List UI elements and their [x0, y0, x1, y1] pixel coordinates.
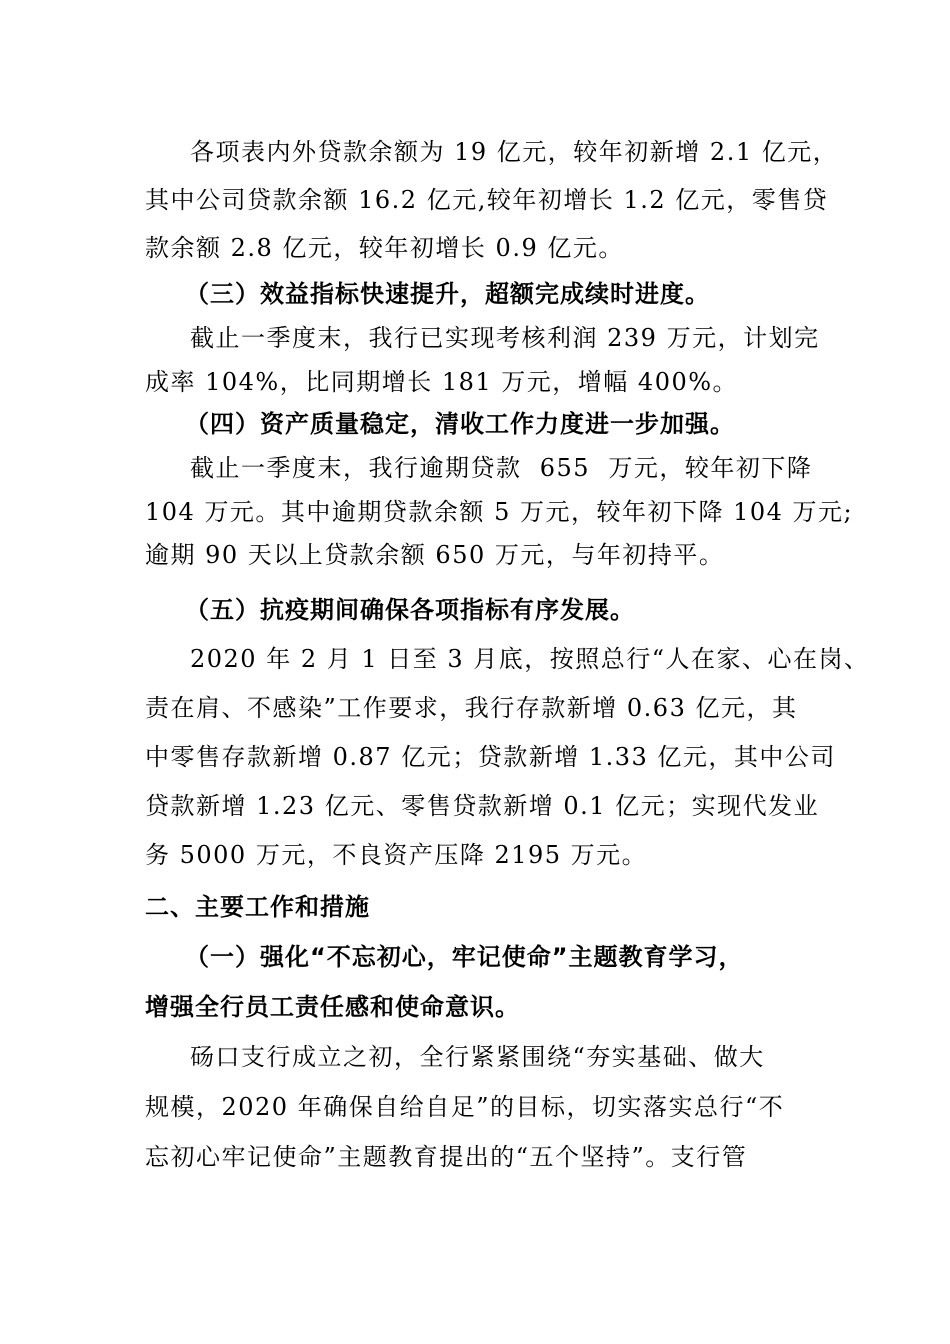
paragraph-line: 其中公司贷款余额 16.2 亿元,较年初增长 1.2 亿元，零售贷: [145, 186, 829, 214]
paragraph-line: 砀口支行成立之初，全行紧紧围绕“夯实基础、做大: [190, 1043, 765, 1071]
section-heading: （四）资产质量稳定，清收工作力度进一步加强。: [185, 410, 735, 438]
section-heading: （一）强化“不忘初心，牢记使命”主题教育学习，: [185, 943, 744, 971]
paragraph-line: 务 5000 万元，不良资产压降 2195 万元。: [145, 841, 648, 869]
paragraph-line: 忘初心牢记使命”主题教育提出的“五个坚持”。支行管: [145, 1143, 748, 1171]
paragraph-line: 款余额 2.8 亿元，较年初增长 0.9 亿元。: [145, 234, 624, 262]
paragraph-line: 逾期 90 天以上贷款余额 650 万元，与年初持平。: [145, 541, 725, 569]
section-heading: （五）抗疫期间确保各项指标有序发展。: [185, 596, 635, 624]
paragraph-line: 贷款新增 1.23 亿元、零售贷款新增 0.1 亿元；实现代发业: [145, 792, 820, 820]
paragraph-line: 责在肩、不感染”工作要求，我行存款新增 0.63 亿元，其: [145, 694, 798, 722]
paragraph-line: 2020 年 2 月 1 日至 3 月底，按照总行“人在家、心在岗、: [190, 645, 870, 673]
paragraph-line: 成率 104%，比同期增长 181 万元，增幅 400%。: [145, 368, 739, 396]
paragraph-line: 104 万元。其中逾期贷款余额 5 万元，较年初下降 104 万元;: [145, 498, 854, 526]
paragraph-line: 截止一季度末，我行已实现考核利润 239 万元，计划完: [190, 324, 820, 352]
paragraph-line: 截止一季度末，我行逾期贷款 655 万元，较年初下降: [190, 454, 813, 482]
paragraph-line: 各项表内外贷款余额为 19 亿元，较年初新增 2.1 亿元，: [190, 138, 839, 166]
section-title: 二、主要工作和措施: [145, 893, 370, 921]
section-heading: （三）效益指标快速提升，超额完成续时进度。: [185, 280, 710, 308]
paragraph-line: 规模，2020 年确保自给自足”的目标，切实落实总行“不: [145, 1093, 785, 1121]
paragraph-line: 中零售存款新增 0.87 亿元；贷款新增 1.33 亿元，其中公司: [145, 743, 836, 771]
section-heading: 增强全行员工责任感和使命意识。: [145, 993, 520, 1021]
